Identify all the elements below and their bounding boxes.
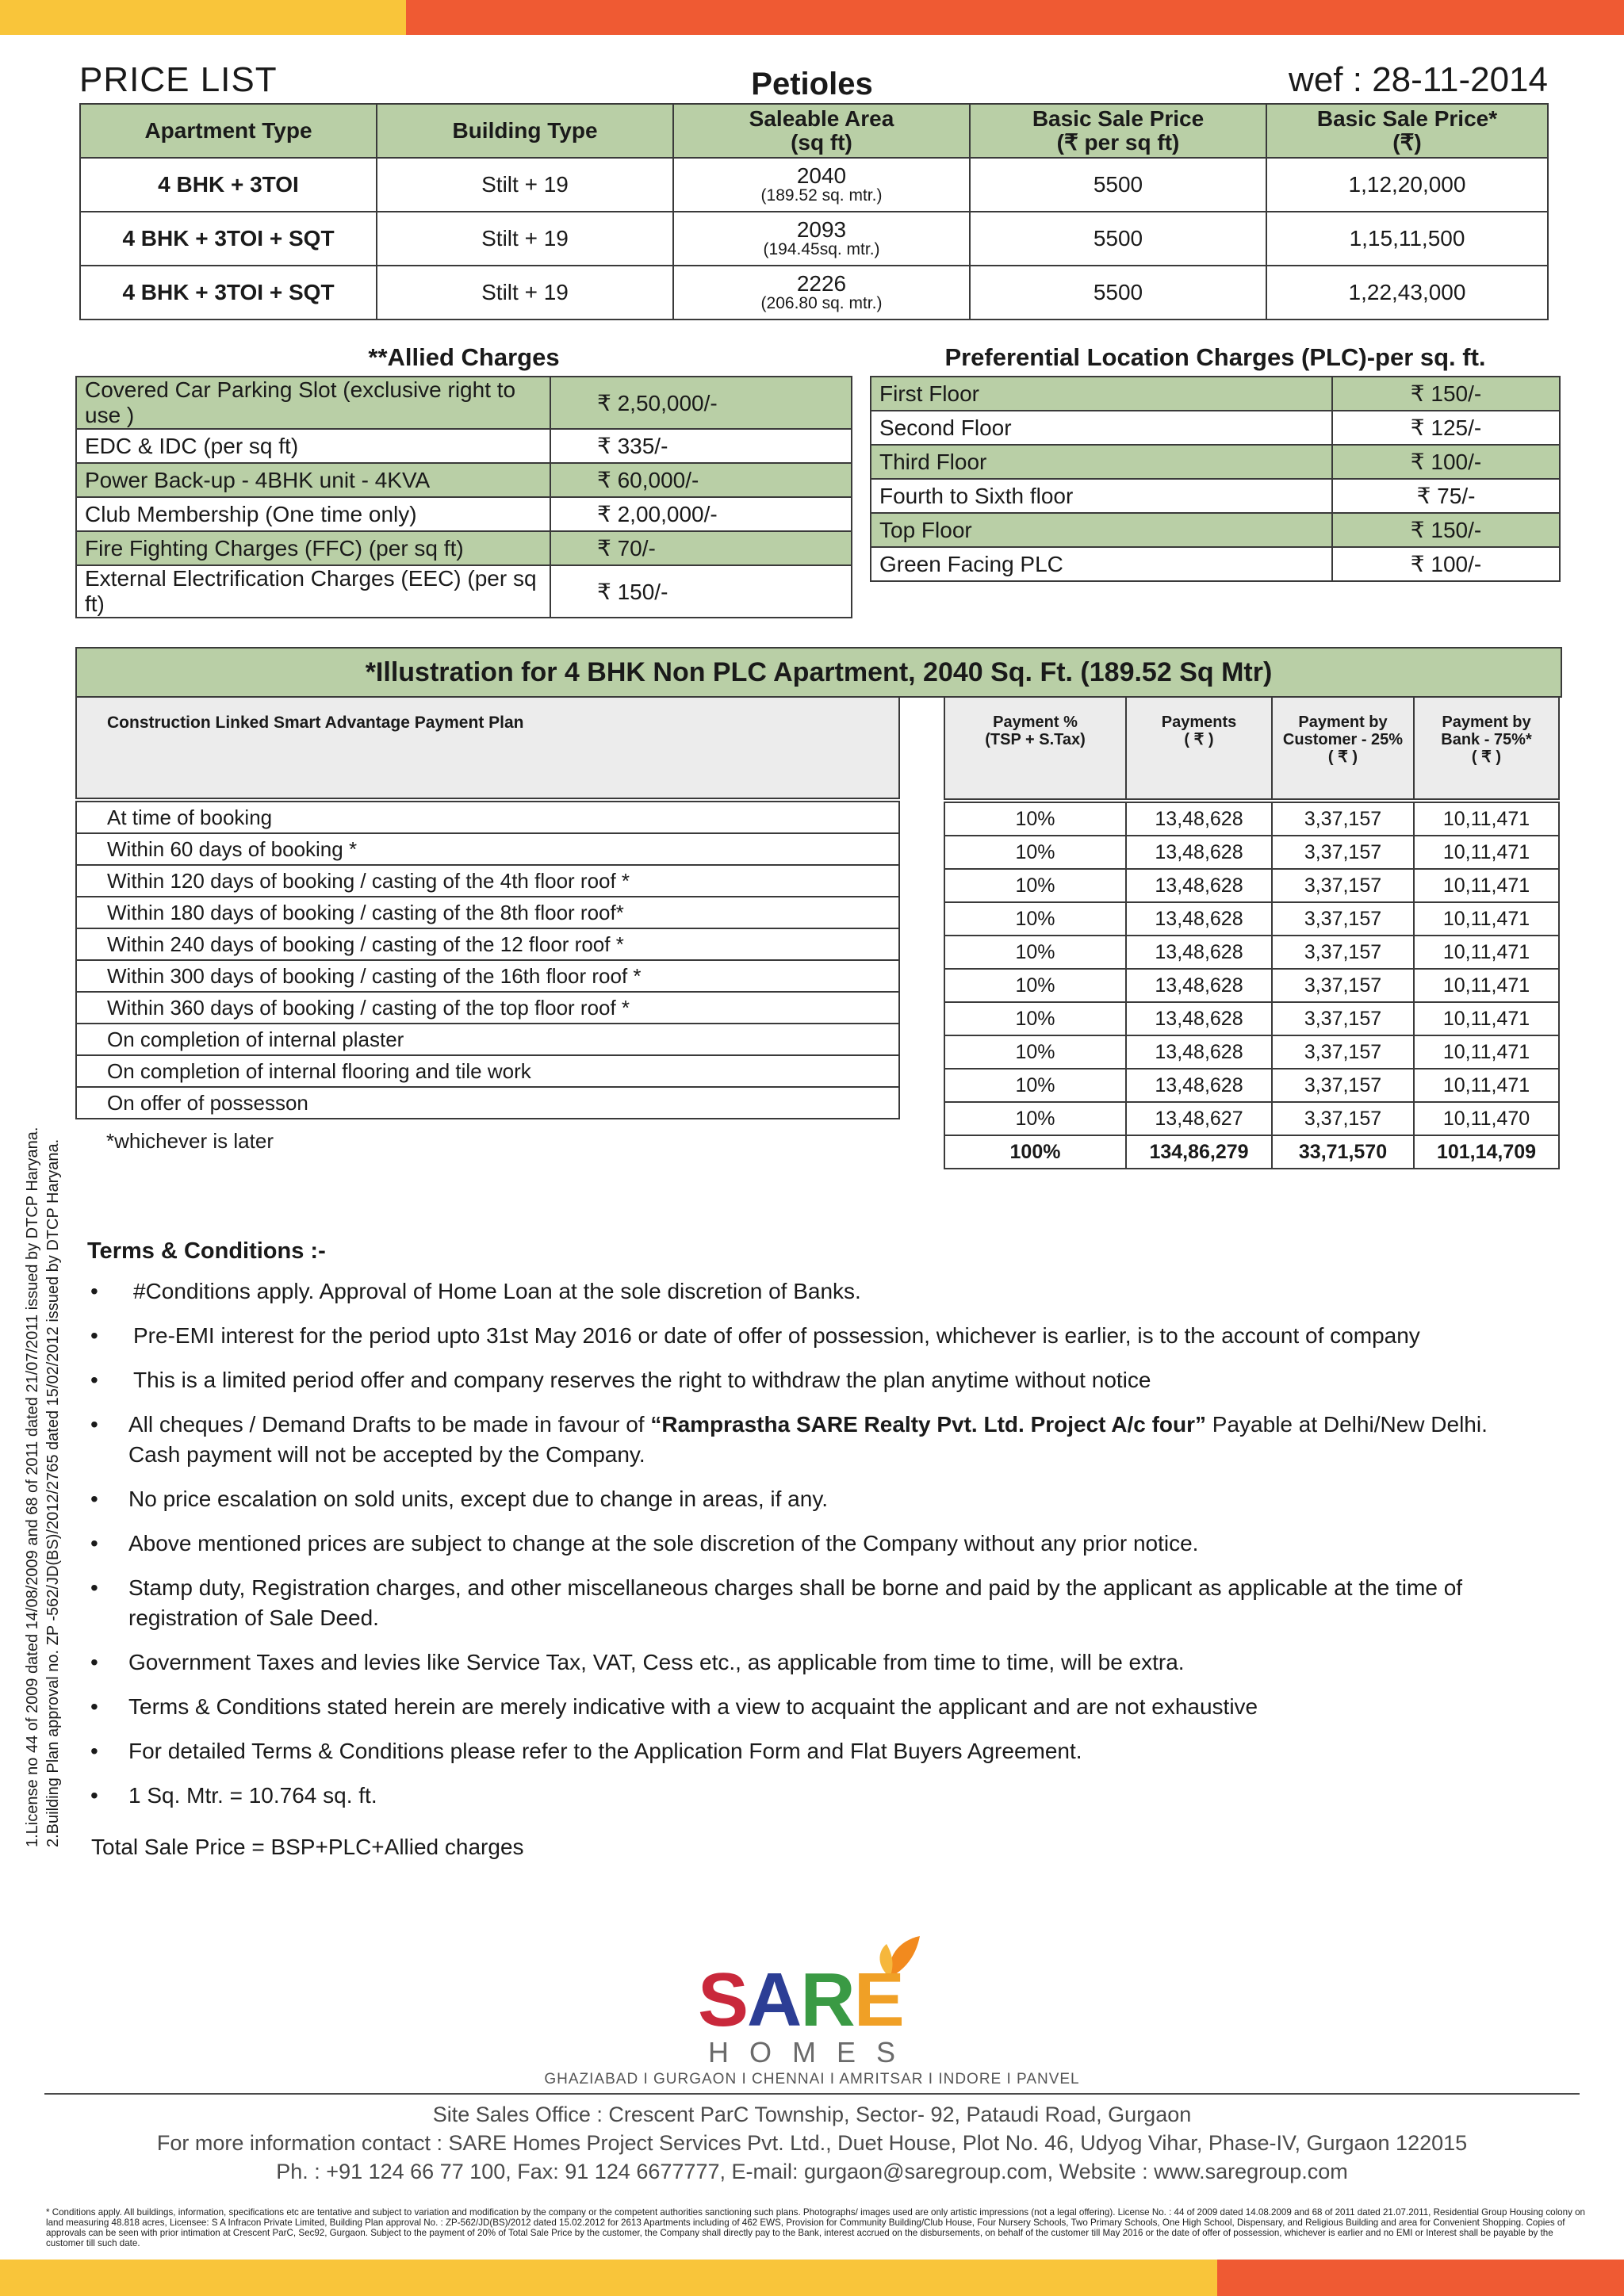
top-bar-yellow — [0, 0, 406, 35]
list-item: • 1 Sq. Mtr. = 10.764 sq. ft. — [87, 1781, 1530, 1811]
allied-charges-table — [75, 376, 852, 618]
charge-label: EDC & IDC (per sq ft) — [76, 429, 550, 463]
stage-label: On completion of internal flooring and tile work — [76, 1055, 899, 1087]
bottom-bar-orange — [1217, 2260, 1624, 2296]
table-row — [871, 547, 1560, 581]
payment-amount: 13,48,628 — [1126, 969, 1272, 1002]
basic-rate: 5500 — [970, 158, 1266, 212]
table-row — [76, 865, 899, 897]
bank-amount: 10,11,471 — [1414, 1002, 1559, 1035]
charge-label: Power Back-up - 4BHK unit - 4KVA — [76, 463, 550, 497]
customer-amount: 3,37,157 — [1272, 902, 1414, 936]
divider — [44, 2093, 1580, 2095]
charge-label: Club Membership (One time only) — [76, 497, 550, 531]
price-table — [79, 103, 1549, 320]
table-row — [871, 445, 1560, 479]
phone-email-website: Ph. : +91 124 66 77 100, Fax: 91 124 6677777, E-mail: gurgaon@saregroup.com, Website : www.saregroup.com — [276, 2160, 1348, 2183]
charge-value: ₹ 60,000/- — [550, 463, 852, 497]
col-bank-payment: Payment by Bank - 75%* ( ₹ ) — [1414, 697, 1559, 799]
charge-value: ₹ 70/- — [550, 531, 852, 565]
basic-rate: 5500 — [970, 266, 1266, 320]
payment-amount: 13,48,628 — [1126, 802, 1272, 836]
table-row — [76, 497, 852, 531]
payment-percent: 10% — [944, 1035, 1126, 1069]
table-row — [76, 1024, 899, 1055]
plc-label: Third Floor — [871, 445, 1332, 479]
stage-label: Within 60 days of booking * — [76, 833, 899, 865]
table-row — [944, 936, 1559, 969]
plc-label: Fourth to Sixth floor — [871, 479, 1332, 513]
bank-amount: 10,11,471 — [1414, 802, 1559, 836]
fine-print: * Conditions apply. All buildings, information, specifications etc are tentative and subject to variation and modification by the company or the competent authorities sanctioning such plans. Photographs/ images used are only artistic impressions (not a legal offering). License No. : 44 of 2009 dated 14.08.2009 and 68 of 2011 dated 21.07.2011, Residential Group Housing colony on land measuring 48.818 acres, Licensee: S A Infracon Private Limited, Building Plan approval No. : ZP-562/JD(BS)/2012 dated 15.02.2012 for 2613 Apartments including of 462 EWS, Provision for Community Building/Club House, Four Nursery Schools, Two Primary Schools, One High School, Dispensary, and Religious Building and area for Convenient Shopping. Copies of approvals can be seen with prior intimation at Crescent ParC, Sec92, Gurgaon. Subject to the payment of 20% of Total Sale Price by the customer, the Company shall directly pay to the Bank, interest accrued on the disbursements, on behalf of the customer till May 2016 or the date of offer of possession, whichever is earlier and no EMI or Interest shall be payable by the customer till such date. — [46, 2207, 1585, 2248]
plan-label: Construction Linked Smart Advantage Payment Plan — [76, 697, 899, 798]
col-payment-percent: Payment % (TSP + S.Tax) — [944, 697, 1126, 799]
table-row — [871, 411, 1560, 445]
plc-value: ₹ 100/- — [1332, 445, 1560, 479]
payment-percent: 10% — [944, 969, 1126, 1002]
stage-label: At time of booking — [76, 802, 899, 833]
bottom-bar-yellow — [0, 2260, 1217, 2296]
payment-percent: 10% — [944, 902, 1126, 936]
table-row — [76, 429, 852, 463]
city-list: GHAZIABAD I GURGAON I CHENNAI I AMRITSAR I INDORE I PANVEL — [544, 2071, 1080, 2087]
customer-amount: 3,37,157 — [1272, 1035, 1414, 1069]
table-row — [871, 377, 1560, 411]
logo-wordmark: SARE — [698, 1957, 903, 2042]
col-basic-price: Basic Sale Price* (₹) — [1266, 104, 1548, 158]
payment-percent: 10% — [944, 936, 1126, 969]
whichever-note: *whichever is later — [106, 1129, 274, 1153]
customer-amount: 3,37,157 — [1272, 1102, 1414, 1135]
list-item: • Above mentioned prices are subject to change at the sole discretion of the Company without any prior notice. — [87, 1529, 1530, 1559]
logo-homes: HOMES — [707, 2036, 916, 2068]
building-type: Stilt + 19 — [377, 212, 673, 266]
site-office: Site Sales Office : Crescent ParC Township, Sector- 92, Pataudi Road, Gurgaon — [432, 2103, 1192, 2126]
charge-value: ₹ 150/- — [550, 565, 852, 618]
table-row — [76, 802, 899, 833]
plc-label: Top Floor — [871, 513, 1332, 547]
table-row — [871, 479, 1560, 513]
stage-label: Within 360 days of booking / casting of the top floor roof * — [76, 992, 899, 1024]
table-row — [76, 960, 899, 992]
bank-amount: 10,11,471 — [1414, 936, 1559, 969]
list-item: • Stamp duty, Registration charges, and other miscellaneous charges shall be borne and paid by the applicant as applicable at the time of registration of Sale Deed. — [87, 1573, 1530, 1633]
table-row — [944, 836, 1559, 869]
payment-percent: 10% — [944, 836, 1126, 869]
terms-title: Terms & Conditions :- — [87, 1238, 326, 1264]
payments-table — [944, 696, 1560, 1169]
price-table-header — [80, 104, 1548, 158]
col-building-type: Building Type — [377, 104, 673, 158]
table-row — [76, 565, 852, 618]
plc-table — [870, 376, 1561, 582]
customer-amount: 3,37,157 — [1272, 936, 1414, 969]
plc-title: Preferential Location Charges (PLC)-per sq. ft. — [944, 343, 1486, 371]
customer-amount: 3,37,157 — [1272, 836, 1414, 869]
plc-label: Second Floor — [871, 411, 1332, 445]
total-bank: 101,14,709 — [1414, 1135, 1559, 1169]
charge-value: ₹ 2,50,000/- — [550, 377, 852, 429]
charge-value: ₹ 2,00,000/- — [550, 497, 852, 531]
table-row — [76, 992, 899, 1024]
col-customer-payment: Payment by Customer - 25% ( ₹ ) — [1272, 697, 1414, 799]
payment-stages-table — [75, 696, 900, 1119]
total-customer: 33,71,570 — [1272, 1135, 1414, 1169]
payment-amount: 13,48,628 — [1126, 1035, 1272, 1069]
stage-label: Within 120 days of booking / casting of the 4th floor roof * — [76, 865, 899, 897]
list-item: • Pre-EMI interest for the period upto 31st May 2016 or date of offer of possession, whichever is earlier, is to the account of company — [87, 1321, 1530, 1351]
table-row — [944, 802, 1559, 836]
table-row — [76, 833, 899, 865]
bank-amount: 10,11,471 — [1414, 836, 1559, 869]
table-row — [76, 463, 852, 497]
basic-rate: 5500 — [970, 212, 1266, 266]
table-row — [76, 1055, 899, 1087]
table-row — [944, 1035, 1559, 1069]
payment-percent: 10% — [944, 1069, 1126, 1102]
payment-amount: 13,48,628 — [1126, 869, 1272, 902]
table-row — [80, 212, 1548, 266]
stage-label: Within 180 days of booking / casting of the 8th floor roof* — [76, 897, 899, 928]
basic-price: 1,12,20,000 — [1266, 158, 1548, 212]
payment-amount: 13,48,628 — [1126, 836, 1272, 869]
list-item: • #Conditions apply. Approval of Home Loan at the sole discretion of Banks. — [87, 1276, 1530, 1307]
apartment-type: 4 BHK + 3TOI — [80, 158, 377, 212]
terms-list — [87, 1276, 1530, 1825]
plc-value: ₹ 150/- — [1332, 513, 1560, 547]
contact-info: For more information contact : SARE Homes Project Services Pvt. Ltd., Duet House, Plot No. 46, Udyog Vihar, Phase-IV, Gurgaon 122015 — [156, 2131, 1468, 2155]
payment-percent: 10% — [944, 1102, 1126, 1135]
customer-amount: 3,37,157 — [1272, 802, 1414, 836]
license-notes — [22, 1127, 63, 1847]
page-title: PRICE LIST — [79, 60, 278, 99]
table-row — [80, 266, 1548, 320]
saleable-area: 2226 (206.80 sq. mtr.) — [673, 266, 970, 320]
table-row — [944, 969, 1559, 1002]
building-type: Stilt + 19 — [377, 158, 673, 212]
payment-amount: 13,48,627 — [1126, 1102, 1272, 1135]
plc-label: Green Facing PLC — [871, 547, 1332, 581]
apartment-type: 4 BHK + 3TOI + SQT — [80, 266, 377, 320]
plc-value: ₹ 150/- — [1332, 377, 1560, 411]
charge-label: External Electrification Charges (EEC) (per sq ft) — [76, 565, 550, 618]
basic-price: 1,15,11,500 — [1266, 212, 1548, 266]
totals-row — [944, 1135, 1559, 1169]
table-row — [76, 377, 852, 429]
bank-amount: 10,11,471 — [1414, 1035, 1559, 1069]
stage-label: Within 240 days of booking / casting of the 12 floor roof * — [76, 928, 899, 960]
basic-price: 1,22,43,000 — [1266, 266, 1548, 320]
saleable-area: 2093 (194.45sq. mtr.) — [673, 212, 970, 266]
customer-amount: 3,37,157 — [1272, 1002, 1414, 1035]
table-row — [944, 902, 1559, 936]
charge-label: Covered Car Parking Slot (exclusive right to use ) — [76, 377, 550, 429]
bank-amount: 10,11,471 — [1414, 902, 1559, 936]
stage-label: On offer of possesson — [76, 1087, 899, 1119]
table-row — [80, 158, 1548, 212]
payment-amount: 13,48,628 — [1126, 936, 1272, 969]
list-item: • This is a limited period offer and company reserves the right to withdraw the plan anytime without notice — [87, 1365, 1530, 1395]
table-row — [944, 1069, 1559, 1102]
total-percent: 100% — [944, 1135, 1126, 1169]
plc-label: First Floor — [871, 377, 1332, 411]
col-apartment-type: Apartment Type — [80, 104, 377, 158]
payment-amount: 13,48,628 — [1126, 1002, 1272, 1035]
list-item: • For detailed Terms & Conditions please refer to the Application Form and Flat Buyers Agreement. — [87, 1736, 1530, 1766]
col-basic-rate: Basic Sale Price (₹ per sq ft) — [970, 104, 1266, 158]
table-row — [944, 1002, 1559, 1035]
saleable-area: 2040 (189.52 sq. mtr.) — [673, 158, 970, 212]
bank-amount: 10,11,471 — [1414, 1069, 1559, 1102]
payment-amount: 13,48,628 — [1126, 902, 1272, 936]
plc-value: ₹ 100/- — [1332, 547, 1560, 581]
stage-label: On completion of internal plaster — [76, 1024, 899, 1055]
bank-amount: 10,11,471 — [1414, 869, 1559, 902]
col-payments: Payments ( ₹ ) — [1126, 697, 1272, 799]
plc-value: ₹ 125/- — [1332, 411, 1560, 445]
customer-amount: 3,37,157 — [1272, 1069, 1414, 1102]
table-row — [944, 1102, 1559, 1135]
top-bar-orange — [406, 0, 1624, 35]
table-row — [76, 897, 899, 928]
payment-percent: 10% — [944, 1002, 1126, 1035]
building-type: Stilt + 19 — [377, 266, 673, 320]
plc-value: ₹ 75/- — [1332, 479, 1560, 513]
customer-amount: 3,37,157 — [1272, 969, 1414, 1002]
allied-charges-title: **Allied Charges — [368, 343, 560, 371]
bank-amount: 10,11,470 — [1414, 1102, 1559, 1135]
total-sale-price-formula: Total Sale Price = BSP+PLC+Allied charges — [91, 1835, 524, 1859]
building-plan-note: 2.Building Plan approval no. ZP -562/JD(BS)/2012/2765 dated 15/02/2012 issued by DTCP Haryana. — [44, 1138, 62, 1847]
effective-date: wef : 28-11-2014 — [1289, 60, 1548, 99]
plan-header — [76, 697, 899, 798]
list-item: • Government Taxes and levies like Service Tax, VAT, Cess etc., as applicable from time to time, will be extra. — [87, 1647, 1530, 1678]
payments-header — [944, 697, 1559, 799]
charge-label: Fire Fighting Charges (FFC) (per sq ft) — [76, 531, 550, 565]
total-payment: 134,86,279 — [1126, 1135, 1272, 1169]
list-item: • No price escalation on sold units, except due to change in areas, if any. — [87, 1484, 1530, 1514]
license-note: 1.License no 44 of 2009 dated 14/08/2009 and 68 of 2011 dated 21/07/2011 issued by DTCP Haryana. — [24, 1127, 41, 1847]
table-row — [76, 928, 899, 960]
list-item: • Terms & Conditions stated herein are merely indicative with a view to acquaint the applicant and are not exhaustive — [87, 1692, 1530, 1722]
payment-amount: 13,48,628 — [1126, 1069, 1272, 1102]
payment-percent: 10% — [944, 802, 1126, 836]
table-row — [76, 531, 852, 565]
table-row — [871, 513, 1560, 547]
charge-value: ₹ 335/- — [550, 429, 852, 463]
project-name: Petioles — [751, 67, 873, 101]
payment-percent: 10% — [944, 869, 1126, 902]
table-row — [76, 1087, 899, 1119]
apartment-type: 4 BHK + 3TOI + SQT — [80, 212, 377, 266]
col-saleable-area: Saleable Area (sq ft) — [673, 104, 970, 158]
customer-amount: 3,37,157 — [1272, 869, 1414, 902]
bank-amount: 10,11,471 — [1414, 969, 1559, 1002]
illustration-title: *Illustration for 4 BHK Non PLC Apartment, 2040 Sq. Ft. (189.52 Sq Mtr) — [75, 647, 1562, 698]
stage-label: Within 300 days of booking / casting of the 16th floor roof * — [76, 960, 899, 992]
table-row — [944, 869, 1559, 902]
list-item: • All cheques / Demand Drafts to be made in favour of “Ramprastha SARE Realty Pvt. Ltd. Project A/c four” Payable at Delhi/New Delhi. Cash payment will not be accepted by the Company. — [87, 1410, 1530, 1470]
